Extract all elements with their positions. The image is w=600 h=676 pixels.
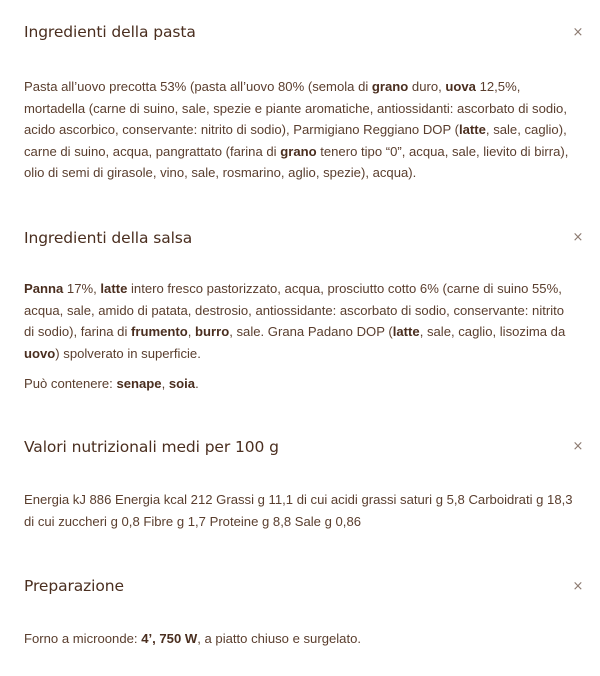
bold-term: latte (392, 324, 420, 340)
section-header[interactable] (0, 16, 600, 48)
section-header[interactable] (0, 222, 600, 254)
text-run: Energia kJ 886 Energia kcal 212 Grassi g 11,1 di cui acidi grassi saturi g 5,8 Carboidrati g 18,3 di cui zuccheri g 0,8 Fibre g 1,7 Proteine g 8,8 Sale g 0,86 (24, 491, 573, 529)
ingredients-text (24, 278, 576, 364)
text-run: , sale, caglio), carne di suino, acqua, pangrattato (farina di (24, 122, 567, 159)
preparation-text (24, 628, 576, 650)
section-header[interactable] (0, 570, 600, 602)
section-title: Preparazione (24, 577, 124, 596)
bold-term: senape (116, 376, 162, 392)
bold-term: grano (371, 79, 409, 94)
text-run: , sale. Grana Padano DOP ( (229, 324, 393, 340)
section-valori-nutrizionali (0, 431, 600, 532)
text-run: tenero tipo “0”, acqua, sale, lievito di birra), olio di semi di girasole, vino, sale, rosmarino, aglio, spezie), acqua). (24, 143, 569, 181)
section-title: Ingredienti della pasta (24, 23, 196, 41)
text-run: , (187, 324, 196, 340)
nutrition-text (24, 489, 576, 532)
text-run: , a piatto chiuso e surgelato. (197, 631, 362, 647)
text-run: duro, (408, 79, 446, 94)
section-body (0, 489, 600, 532)
text-run: ) spolverato in superficie. (55, 345, 201, 361)
section-header[interactable] (0, 431, 600, 463)
section-ingredienti-pasta (0, 16, 600, 184)
bold-term: burro (195, 324, 230, 340)
text-run: Pasta all’uovo precotta 53% (pasta all’uovo 80% (semola di (24, 79, 372, 94)
text-run: 12,5%, mortadella (carne di suino, sale, spezie e piante aromatiche, antiossidanti: ascorbato di sodio, acido ascorbico, conservante: nitrito di sodio), Parmigiano Reggiano DOP ( (24, 79, 567, 138)
bold-term: uova (445, 79, 476, 94)
section-body (0, 278, 600, 395)
text-run: , sale, caglio, lisozima da (419, 324, 566, 340)
section-title: Valori nutrizionali medi per 100 g (24, 437, 279, 456)
bold-term: latte (100, 280, 128, 296)
text-run: , (161, 376, 169, 392)
text-run: . (195, 376, 199, 392)
bold-term: 4’, 750 W (141, 631, 198, 647)
bold-term: grano (280, 143, 317, 159)
section-body (0, 76, 600, 184)
bold-term: latte (458, 122, 486, 138)
text-run: intero fresco pastorizzato, acqua, prosciutto cotto 6% (carne di suino 55%, acqua, sale, amido di patata, destrosio, antiossidante: ascorbato di sodio, conservante: nitrito di sodio), farina di (24, 280, 565, 340)
close-icon[interactable]: × (572, 578, 584, 594)
bold-term: soia (168, 376, 196, 392)
section-body (0, 628, 600, 650)
text-run: Forno a microonde: (24, 631, 142, 647)
close-icon[interactable]: × (572, 230, 584, 246)
text-run: Può contenere: (24, 376, 117, 392)
section-ingredienti-salsa (0, 222, 600, 395)
bold-term: uovo (24, 345, 56, 361)
text-run: 17%, (63, 280, 101, 296)
ingredients-text (24, 76, 576, 184)
close-icon[interactable]: × (572, 439, 584, 455)
bold-term: Panna (24, 280, 64, 296)
bold-term: frumento (131, 324, 188, 340)
section-title: Ingredienti della salsa (24, 228, 193, 247)
section-preparazione (0, 570, 600, 650)
allergens-text (24, 373, 576, 395)
product-info-accordion (0, 16, 600, 650)
close-icon[interactable]: × (572, 24, 584, 40)
